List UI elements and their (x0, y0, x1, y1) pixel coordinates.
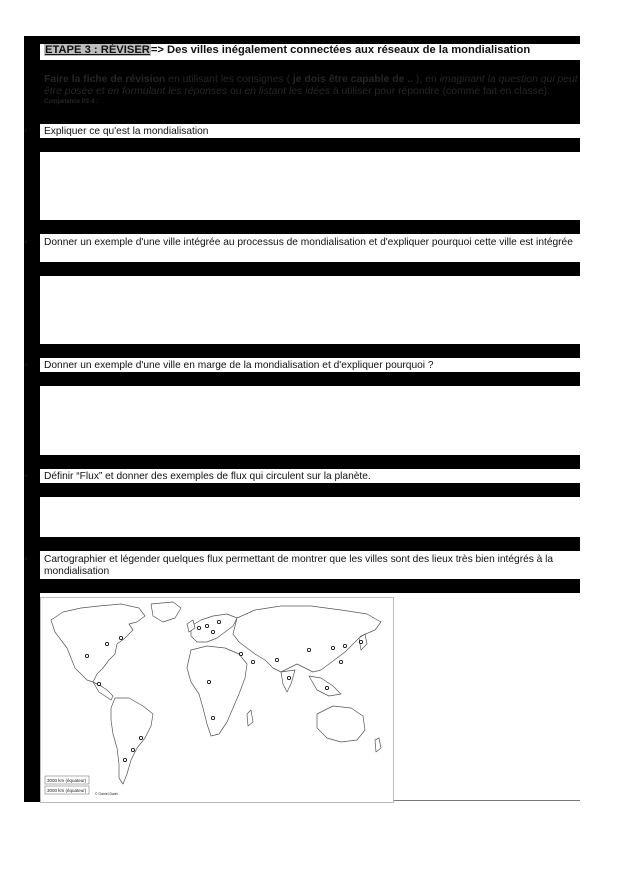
map-australia (317, 706, 365, 742)
answer-area-5 (24, 579, 580, 593)
map-north-america (51, 604, 145, 682)
city-marker (343, 644, 346, 647)
city-marker (139, 736, 142, 739)
city-marker (307, 648, 310, 651)
instr-question: imaginant la question qui peut être posée (44, 74, 578, 98)
instruction-text (44, 74, 578, 99)
city-marker (287, 676, 290, 679)
instr-reponses: en formulant les réponses (107, 86, 228, 98)
world-map-svg (41, 598, 393, 802)
instr-fin: à utiliser pour répondre (comme fait en classe). (329, 86, 550, 98)
bullet-3: • (24, 360, 28, 371)
competence-label: Compétence P2-4 : (44, 99, 99, 105)
instr-en: ), en (413, 74, 440, 85)
map-india (281, 670, 295, 692)
header-band (24, 36, 580, 44)
instr-consignes: en utilisant les consignes ( (165, 74, 293, 85)
map-africa (187, 646, 247, 736)
answer-area-2b (24, 344, 580, 358)
question-1: Expliquer ce qu'est la mondialisation (44, 126, 209, 137)
scale-label-2: 3000 km (équateur) (47, 788, 87, 793)
city-marker (131, 748, 134, 751)
city-marker (85, 654, 88, 657)
question-4: Définir “Flux” et donner des exemples de flux qui circulent sur la planète. (44, 471, 371, 482)
city-marker (211, 630, 214, 633)
answer-area-1 (24, 138, 580, 152)
city-marker (123, 758, 126, 761)
city-marker (119, 636, 122, 639)
city-marker (325, 686, 328, 689)
bullet-5: • (24, 554, 28, 565)
title-arrow: => (150, 44, 164, 56)
question-3: Donner un exemple d'une ville en marge de la mondialisation et d'expliquer pourquoi ? (44, 360, 434, 371)
city-marker (211, 716, 214, 719)
page-title (44, 44, 530, 56)
bullet-1: • (24, 126, 28, 137)
city-marker (239, 652, 242, 655)
answer-area-1b (24, 220, 580, 234)
instr-ou: ou (227, 86, 245, 98)
city-marker (251, 660, 254, 663)
question-2: Donner un exemple d'une ville intégrée au processus de mondialisation et d'expliquer pourquoi cette ville est intégrée (44, 237, 573, 248)
map-new-zealand (375, 738, 381, 752)
city-marker (359, 640, 362, 643)
map-asia (233, 606, 381, 672)
city-marker (217, 620, 220, 623)
instr-idees: en listant les idées (244, 86, 330, 98)
answer-area-3 (24, 372, 580, 386)
bottom-rule (392, 800, 580, 801)
answer-area-4 (24, 483, 580, 497)
city-marker (205, 624, 208, 627)
map-greenland (151, 602, 181, 622)
map-central-america (93, 682, 113, 700)
instr-et: et (93, 86, 108, 98)
city-marker (197, 626, 200, 629)
answer-area-4b (24, 537, 580, 551)
map-south-america (111, 698, 153, 784)
question-5: Cartographier et légender quelques flux permettant de montrer que les villes sont des lieux très bien intégrés à la mondialisation (44, 554, 554, 578)
map-se-asia (309, 676, 341, 696)
instr-fiche: Faire la fiche de révision (44, 74, 166, 85)
city-marker (331, 646, 334, 649)
answer-area-2 (24, 262, 580, 276)
map-scale (45, 776, 118, 796)
scale-label-1: 3000 km (équateur) (47, 778, 87, 783)
city-marker (97, 682, 100, 685)
city-marker (105, 642, 108, 645)
answer-area-3b (24, 455, 580, 469)
step-label: ETAPE 3 : RÉVISER (45, 44, 150, 56)
city-marker (207, 680, 210, 683)
title-text: Des villes inégalement connectées aux réseaux de la mondialisation (163, 44, 531, 56)
bullet-4: • (24, 471, 28, 482)
city-marker (275, 658, 278, 661)
map-credit: © Daniel Dalet (95, 792, 118, 796)
map-madagascar (247, 710, 253, 726)
world-map (40, 597, 394, 803)
city-marker (339, 660, 342, 663)
instr-capable: je dois être capable de .. (292, 74, 414, 85)
bullet-2: • (24, 237, 28, 248)
